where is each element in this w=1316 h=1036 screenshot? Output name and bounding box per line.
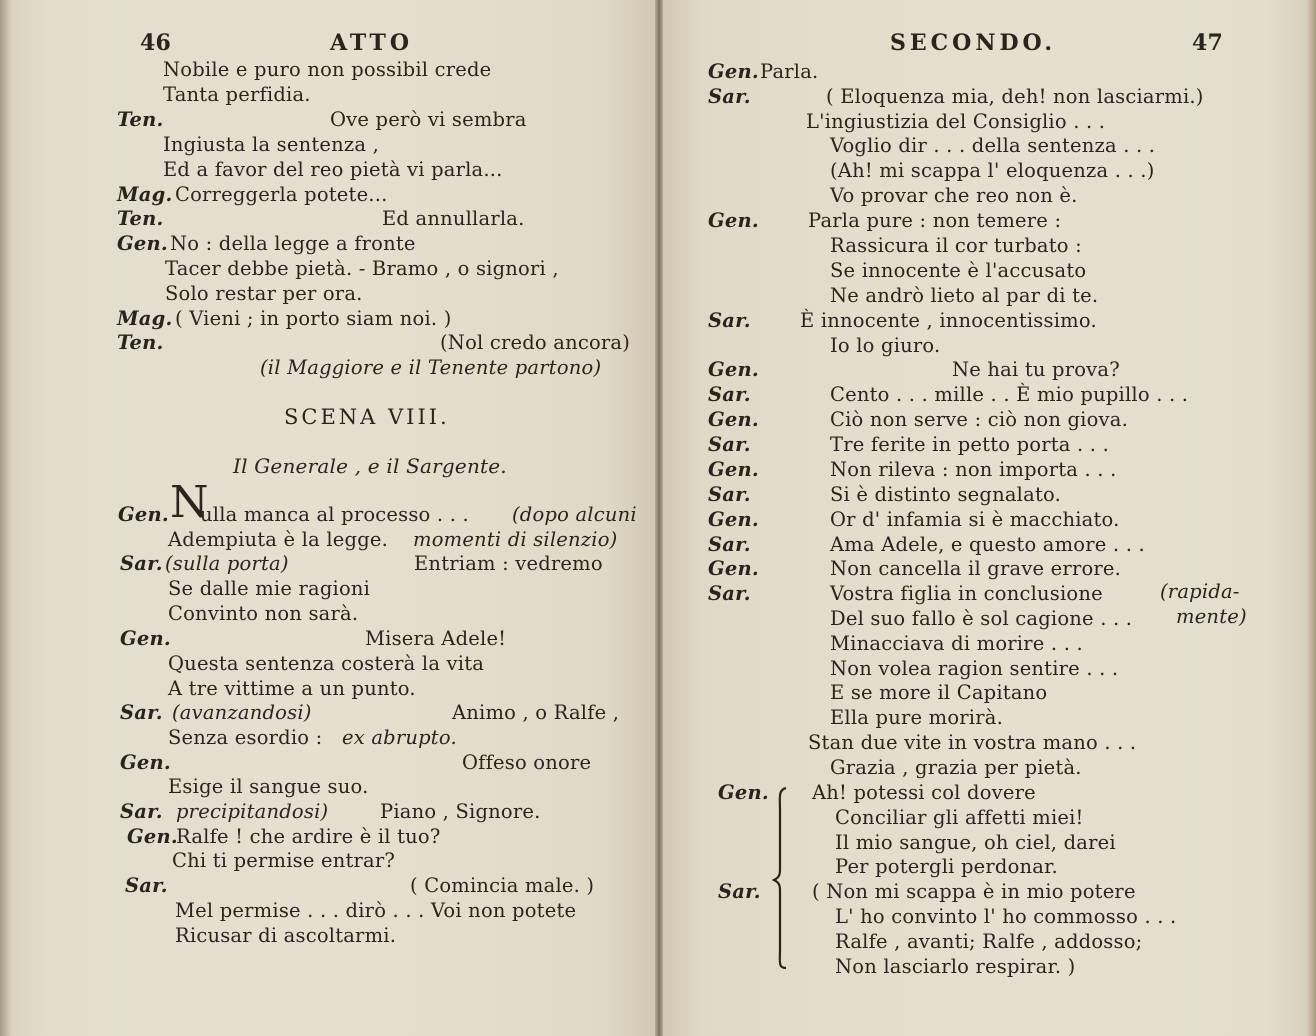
scene-characters: Il Generale , e il Sargente. xyxy=(233,454,507,478)
verse-line: Parla. xyxy=(760,60,819,83)
verse-line: Se innocente è l'accusato xyxy=(830,259,1087,282)
book-gutter xyxy=(655,0,663,1036)
speaker-label: Sar. xyxy=(708,582,751,605)
verse-line: Conciliar gli affetti miei! xyxy=(835,806,1084,829)
verse-line: Tre ferite in petto porta . . . xyxy=(830,433,1109,456)
verse-line: Si è distinto segnalato. xyxy=(830,483,1061,506)
verse-line: Non lasciarlo respirar. ) xyxy=(835,955,1076,978)
verse-line: ( Non mi scappa è in mio potere xyxy=(812,880,1136,903)
verse-line: Ralfe , avanti; Ralfe , addosso; xyxy=(835,930,1143,953)
stage-direction: mente) xyxy=(1176,605,1247,628)
verse-line: Or d' infamia si è macchiato. xyxy=(830,508,1120,531)
stage-direction: momenti di silenzio) xyxy=(413,528,618,551)
latin-phrase: ex abrupto. xyxy=(342,726,457,749)
verse-line: Se dalle mie ragioni xyxy=(168,577,371,600)
verse-line: Vostra figlia in conclusione xyxy=(830,582,1103,605)
verse-line: Tanta perfidia. xyxy=(163,83,311,106)
stage-direction: (rapida- xyxy=(1160,580,1240,603)
verse-line: Ciò non serve : ciò non giova. xyxy=(830,408,1128,431)
verse-line: Ah! potessi col dovere xyxy=(812,781,1036,804)
verse-line: Ne hai tu prova? xyxy=(952,358,1120,381)
verse-line: Ed a favor del reo pietà vi parla... xyxy=(163,158,503,181)
duet-brace xyxy=(772,786,788,970)
verse-line: Offeso onore xyxy=(462,751,592,774)
speaker-label: Sar. xyxy=(718,880,761,903)
speaker-label: Ten. xyxy=(117,108,164,131)
verse-line: Mel permise . . . dirò . . . Voi non potete xyxy=(175,899,577,922)
verse-line: Non volea ragion sentire . . . xyxy=(830,657,1119,680)
speaker-label: Gen. xyxy=(708,408,759,431)
verse-line: L'ingiustizia del Consiglio . . . xyxy=(806,110,1106,133)
verse-line: (Nol credo ancora) xyxy=(440,331,631,354)
verse-line: Animo , o Ralfe , xyxy=(452,701,620,724)
verse-line: Rassicura il cor turbato : xyxy=(830,234,1082,257)
stage-direction: (il Maggiore e il Tenente partono) xyxy=(260,356,602,379)
verse-line: Ella pure morirà. xyxy=(830,706,1003,729)
stage-direction: (sulla porta) xyxy=(165,552,289,575)
verse-line: Entriam : vedremo xyxy=(414,552,603,575)
speaker-label: Gen. xyxy=(120,751,171,774)
speaker-label: Gen. xyxy=(127,825,178,848)
verse-line: Parla pure : non temere : xyxy=(808,209,1062,232)
verse-line: Correggerla potete... xyxy=(175,183,388,206)
speaker-label: Gen. xyxy=(708,557,759,580)
speaker-label: Gen. xyxy=(118,503,169,526)
speaker-label: Sar. xyxy=(120,701,163,724)
verse-line: Io lo giuro. xyxy=(830,334,941,357)
verse-line: ( Comincia male. ) xyxy=(410,874,595,897)
stage-direction: (avanzandosi) xyxy=(172,701,312,724)
verse-line: Il mio sangue, oh ciel, darei xyxy=(835,831,1116,854)
verse-line: L' ho convinto l' ho commosso . . . xyxy=(835,905,1177,928)
speaker-label: Gen. xyxy=(718,781,769,804)
speaker-label: Sar. xyxy=(708,383,751,406)
verse-line: Voglio dir . . . della sentenza . . . xyxy=(830,134,1156,157)
verse-line: Grazia , grazia per pietà. xyxy=(830,756,1082,779)
verse-line: Del suo fallo è sol cagione . . . xyxy=(830,607,1133,630)
verse-line: (Ah! mi scappa l' eloquenza . . .) xyxy=(830,159,1155,182)
verse-line: Non rileva : non importa . . . xyxy=(830,458,1117,481)
verse-line: Nobile e puro non possibil crede xyxy=(163,58,492,81)
speaker-label: Gen. xyxy=(120,627,171,650)
verse-line: ( Vieni ; in porto siam noi. ) xyxy=(175,307,452,330)
speaker-label: Sar. xyxy=(125,874,168,897)
verse-line: Ricusar di ascoltarmi. xyxy=(175,924,397,947)
verse-line: E se more il Capitano xyxy=(830,681,1048,704)
verse-line: Esige il sangue suo. xyxy=(168,775,369,798)
page-number: 46 xyxy=(140,30,172,56)
verse-line: ( Eloquenza mia, deh! non lasciarmi.) xyxy=(826,85,1204,108)
speaker-label: Sar. xyxy=(708,85,751,108)
verse-line: Piano , Signore. xyxy=(380,800,541,823)
speaker-label: Mag. xyxy=(117,307,173,330)
stage-direction: (dopo alcuni xyxy=(512,503,637,526)
verse-line: È innocente , innocentissimo. xyxy=(800,309,1097,332)
speaker-label: Sar. xyxy=(120,800,163,823)
left-page-edge xyxy=(0,0,12,1036)
verse-line: Senza esordio : xyxy=(168,726,323,749)
stage-direction: precipitandosi) xyxy=(176,800,329,823)
speaker-label: Gen. xyxy=(708,508,759,531)
speaker-label: Sar. xyxy=(708,309,751,332)
verse-line: Non cancella il grave errore. xyxy=(830,557,1122,580)
speaker-label: Gen. xyxy=(708,60,759,83)
verse-line: Ingiusta la sentenza , xyxy=(163,133,380,156)
drop-cap: N xyxy=(170,477,209,528)
verse-line: Adempiuta è la legge. xyxy=(168,528,389,551)
page-number: 47 xyxy=(1192,30,1224,56)
verse-line: Chi ti permise entrar? xyxy=(172,849,396,872)
speaker-label: Gen. xyxy=(708,358,759,381)
verse-line: Minacciava di morire . . . xyxy=(830,632,1083,655)
verse-line: Misera Adele! xyxy=(365,627,507,650)
verse-line: Ed annullarla. xyxy=(382,207,525,230)
verse-line: Ne andrò lieto al par di te. xyxy=(830,284,1099,307)
speaker-label: Sar. xyxy=(708,533,751,556)
speaker-label: Sar. xyxy=(120,552,163,575)
running-head: SECONDO. xyxy=(890,30,1057,56)
scene-title: SCENA VIII. xyxy=(284,405,450,429)
verse-line: Ove però vi sembra xyxy=(330,108,527,131)
verse-line: Ama Adele, e questo amore . . . xyxy=(830,533,1145,556)
verse-line: Cento . . . mille . . È mio pupillo . . . xyxy=(830,383,1189,406)
verse-line: Solo restar per ora. xyxy=(165,282,363,305)
speaker-label: Ten. xyxy=(117,207,164,230)
verse-line: Ralfe ! che ardire è il tuo? xyxy=(176,825,441,848)
speaker-label: Mag. xyxy=(117,183,173,206)
verse-line: ulla manca al processo . . . xyxy=(200,503,469,526)
speaker-label: Gen. xyxy=(708,458,759,481)
verse-line: Convinto non sarà. xyxy=(168,602,359,625)
verse-line: No : della legge a fronte xyxy=(170,232,416,255)
speaker-label: Gen. xyxy=(708,209,759,232)
right-page-edge xyxy=(1306,0,1316,1036)
verse-line: Stan due vite in vostra mano . . . xyxy=(808,731,1137,754)
running-head: ATTO xyxy=(330,30,413,56)
verse-line: Tacer debbe pietà. - Bramo , o signori , xyxy=(165,257,559,280)
verse-line: Vo provar che reo non è. xyxy=(830,184,1078,207)
speaker-label: Gen. xyxy=(117,232,168,255)
verse-line: Questa sentenza costerà la vita xyxy=(168,652,485,675)
speaker-label: Ten. xyxy=(117,331,164,354)
speaker-label: Sar. xyxy=(708,433,751,456)
verse-line: A tre vittime a un punto. xyxy=(168,677,416,700)
speaker-label: Sar. xyxy=(708,483,751,506)
verse-line: Per potergli perdonar. xyxy=(835,855,1058,878)
